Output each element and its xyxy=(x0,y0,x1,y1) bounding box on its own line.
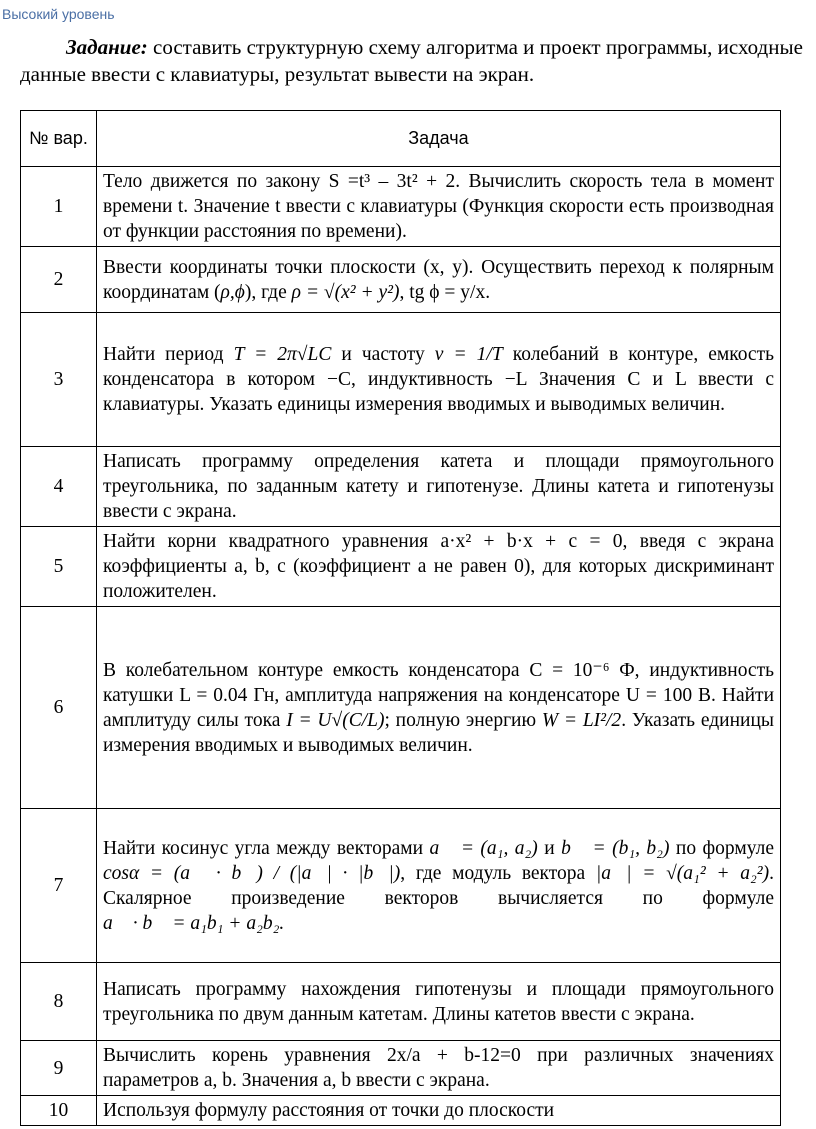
task-text: Ввести координаты точки плоскости (x, y). Осуществить переход к полярным координатам ( xyxy=(103,256,774,303)
table-row xyxy=(21,247,781,313)
dot-product-formula: a⃗ · b⃗ = a₁b₁ + a₂b₂. xyxy=(103,912,285,934)
task-text: ; полную энергию xyxy=(384,709,542,731)
rho-formula: ρ = √(x² + y²) xyxy=(291,281,400,303)
table-row xyxy=(21,527,781,607)
modulus-formula: |a⃗| = √(a₁² + a₂²) xyxy=(595,862,770,884)
task-text: по формуле xyxy=(669,837,775,859)
row-task: Написать программу нахождения гипотенузы и площади прямоугольного треугольника по двум данным катетам. Длины катетов ввести с экрана. xyxy=(97,963,781,1041)
row-number: 9 xyxy=(21,1041,97,1096)
task-text: . Указать единицы измерения вводимых и выводимых величин. xyxy=(103,709,774,756)
task-text: колебаний в контуре, емкость конденсатора в котором −C, индуктивность −L Значения C и L ввести с клавиатуры. Указать единицы измерения вводимых и выводимых величин. xyxy=(103,344,775,415)
row-task xyxy=(97,809,781,963)
row-number: 7 xyxy=(21,809,97,963)
table-header-row xyxy=(21,111,781,167)
row-task: Написать программу определения катета и площади прямоугольного треугольника, по заданным катету и гипотенузе. Длины катета и гипотенузы ввести с экрана. xyxy=(97,447,781,527)
task-text: и xyxy=(537,837,562,859)
row-task xyxy=(97,313,781,447)
row-task: Найти корни квадратного уравнения a·x² + b·x + c = 0, введя с экрана коэффициенты a, b, c (коэффициент a не равен 0), для которых дискриминант положителен. xyxy=(97,527,781,607)
current-formula: I = U√(C/L) xyxy=(286,709,385,731)
row-number: 10 xyxy=(21,1096,97,1126)
table-row xyxy=(21,963,781,1041)
tasks-table xyxy=(20,110,781,1126)
task-text: В колебательном контуре емкость конденсатора C = 10⁻⁶ Ф, индуктивность катушки L = 0.04 Гн, амплитуда напряжения на конденсаторе U = 100 В. Найти амплитуду силы тока xyxy=(103,659,774,731)
cosine-formula: cosα = (a⃗ · b⃗) / (|a⃗| · |b⃗|) xyxy=(103,862,401,884)
assignment-heading: Задание: xyxy=(66,35,148,59)
row-number: 3 xyxy=(21,313,97,447)
vector-a: a⃗ = (a₁, a₂) xyxy=(429,837,538,859)
table-row xyxy=(21,809,781,963)
table-row xyxy=(21,447,781,527)
row-number: 5 xyxy=(21,527,97,607)
period-formula: T = 2π√LC xyxy=(233,344,332,365)
task-text: , где модуль вектора xyxy=(400,862,596,884)
row-number: 2 xyxy=(21,247,97,313)
frequency-formula: ν = 1/T xyxy=(434,344,503,365)
vector-b: b⃗ = (b₁, b₂) xyxy=(561,837,670,859)
row-task xyxy=(97,607,781,809)
table-row xyxy=(21,1096,781,1126)
row-task: Тело движется по закону S =t³ – 3t² + 2. Вычислить скорость тела в момент времени t. Значение t ввести с клавиатуры (Функция скорости есть производная от функции расстояния по времени). xyxy=(97,167,781,247)
row-task: Вычислить корень уравнения 2x/a + b-12=0 при различных значениях параметров a, b. Значения a, b ввести с экрана. xyxy=(97,1041,781,1096)
task-text: Найти косинус угла между векторами xyxy=(103,837,430,859)
task-text: , tg ϕ = y/x. xyxy=(399,281,491,303)
task-text: ), где xyxy=(244,281,292,303)
row-number: 6 xyxy=(21,607,97,809)
energy-formula: W = LI²/2 xyxy=(541,709,622,731)
row-task xyxy=(97,247,781,313)
table-row xyxy=(21,607,781,809)
assignment-intro xyxy=(20,34,810,88)
header-number: № вар. xyxy=(21,111,97,167)
table-row xyxy=(21,313,781,447)
task-text: . Скалярное произведение векторов вычисляется по формуле xyxy=(103,862,774,909)
assignment-text: составить структурную схему алгоритма и проект программы, исходные данные ввести с клавиатуры, результат вывести на экран. xyxy=(20,35,803,86)
row-number: 1 xyxy=(21,167,97,247)
table-row xyxy=(21,1041,781,1096)
row-number: 4 xyxy=(21,447,97,527)
row-number: 8 xyxy=(21,963,97,1041)
task-text: Найти период xyxy=(103,344,234,365)
header-task: Задача xyxy=(97,111,781,167)
table-row xyxy=(21,167,781,247)
polar-coords: ρ,ϕ xyxy=(220,281,245,303)
row-task: Используя формулу расстояния от точки до плоскости xyxy=(97,1096,781,1126)
level-label: Высокий уровень xyxy=(2,6,115,22)
task-text: и частоту xyxy=(331,344,435,365)
